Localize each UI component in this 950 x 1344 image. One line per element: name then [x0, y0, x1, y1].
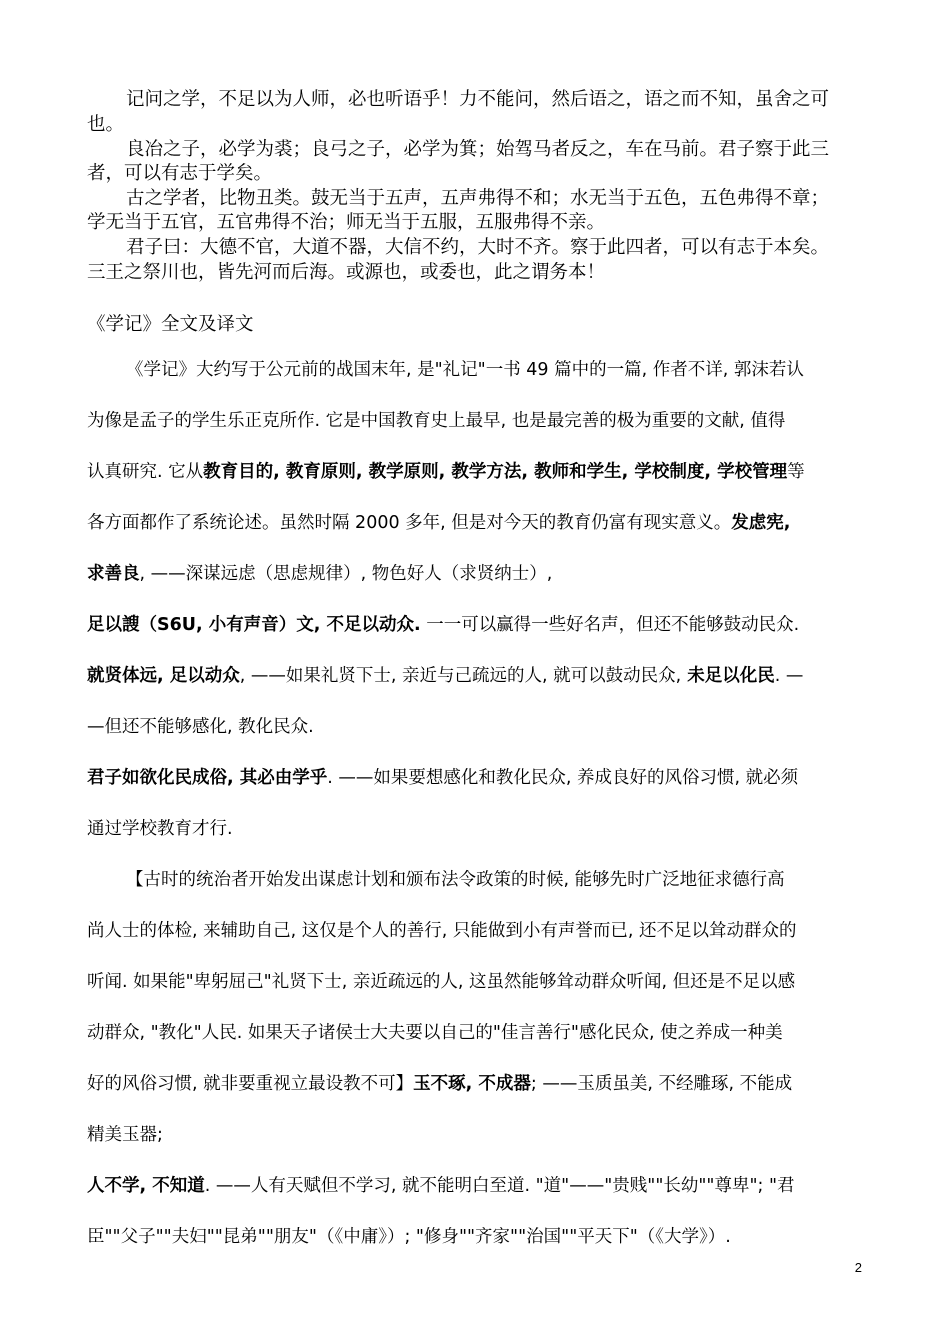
paragraph-2-line-2: —但还不能够感化, 教化民众. [87, 717, 314, 737]
paragraph-4-line-3: 听闻. 如果能"卑躬屈己"礼贤下士, 亲近疏远的人, 这虽然能够耸动群众听闻, 但还是不足以感 [87, 972, 796, 992]
paragraph-text: . ——如果要想感化和教化民众, 养成良好的风俗习惯, 就必须 [327, 768, 799, 788]
paragraph-text: 一一可以赢得一些好名声，但还不能够鼓动民众. [420, 615, 800, 635]
paragraph-4-line-5 [87, 1071, 792, 1097]
paragraph-text: 好的风俗习惯, 就非要重视立最设教不可】 [87, 1074, 414, 1094]
paragraph-3-line-1 [87, 765, 798, 791]
intro-bold-text: 教育目的, 教育原则, 教学原则, 教学方法, 教师和学生, 学校制度, 学校管理 [203, 462, 788, 482]
paragraph-2-line-1 [87, 663, 803, 689]
classical-line-4: 者，可以有志于学矣。 [87, 163, 273, 184]
intro-bold-text: 求善良 [87, 564, 140, 584]
intro-text: 各方面都作了系统论述。虽然时隔 2000 多年, 但是对今天的教育仍富有现实意义。 [87, 513, 732, 533]
classical-line-7: 君子曰：大德不官，大道不器，大信不约，大时不齐。察于此四者，可以有志于本矣。 [126, 237, 830, 258]
paragraph-bold-text: 君子如欲化民成俗, 其必由学乎 [87, 768, 328, 788]
intro-text: 认真研究. 它从 [87, 462, 204, 482]
paragraph-4-line-6: 精美玉器; [87, 1125, 163, 1145]
intro-line-1: 《学记》大约写于公元前的战国末年, 是"礼记"一书 49 篇中的一篇, 作者不详, 郭沫若认 [126, 360, 804, 380]
paragraph-bold-text: 足以謏（S6U, 小有声音）文, 不足以动众. [87, 615, 421, 635]
paragraph-text: . — [774, 666, 804, 686]
paragraph-bold-text: 玉不琢, 不成器 [413, 1074, 531, 1094]
paragraph-text: . ——人有天赋但不学习, 就不能明白至道. "道"——"贵贱""长幼""尊卑"; "君 [204, 1176, 795, 1196]
paragraph-5-line-2: 臣""父子""夫妇""昆弟""朋友"（《中庸》）; "修身""齐家""治国""平天下"（《大学》）. [87, 1227, 731, 1247]
paragraph-5-line-1 [87, 1173, 795, 1199]
intro-text: 等 [787, 462, 805, 482]
paragraph-4-line-2: 尚人士的体检, 来辅助自己, 这仅是个人的善行, 只能做到小有声誉而已, 还不足以耸动群众的 [87, 921, 797, 941]
paragraph-text: ; ——玉质虽美, 不经雕琢, 不能成 [530, 1074, 793, 1094]
paragraph-4-line-1: 【古时的统治者开始发出谋虑计划和颁布法令政策的时候, 能够先时广泛地征求德行高 [126, 870, 785, 890]
intro-bold-text: 发虑宪, [731, 513, 791, 533]
intro-text: , ——深谋远虑（思虑规律）, 物色好人（求贤纳士）, [139, 564, 553, 584]
paragraph-bold-text: 未足以化民 [681, 666, 775, 686]
intro-line-4 [87, 510, 790, 536]
intro-line-3 [87, 459, 805, 485]
paragraph-3-line-2: 通过学校教育才行. [87, 819, 233, 839]
classical-line-1: 记问之学，不足以为人师，必也听语乎！力不能问，然后语之，语之而不知，虽舍之可 [126, 89, 830, 110]
paragraph-1 [87, 612, 799, 638]
classical-line-8: 三王之祭川也，皆先河而后海。或源也，或委也，此之谓务本！ [87, 262, 606, 283]
classical-line-2: 也。 [87, 114, 125, 135]
paragraph-4-line-4: 动群众, "教化"人民. 如果天子诸侯士大夫要以自己的"佳言善行"感化民众, 使之养成一种美 [87, 1023, 783, 1043]
paragraph-bold-text: 人不学, 不知道 [87, 1176, 205, 1196]
page-number: 2 [854, 1260, 862, 1275]
section-heading: 《学记》全文及译文 [87, 314, 254, 335]
classical-line-5: 古之学者，比物丑类。鼓无当于五声，五声弗得不和；水无当于五色，五色弗得不章； [126, 188, 830, 209]
paragraph-text: , ——如果礼贤下士, 亲近与己疏远的人, 就可以鼓动民众, [239, 666, 682, 686]
paragraph-bold-text: 就贤体远, 足以动众 [87, 666, 240, 686]
classical-line-6: 学无当于五官，五官弗得不治；师无当于五服，五服弗得不亲。 [87, 212, 606, 233]
intro-line-2: 为像是孟子的学生乐正克所作. 它是中国教育史上最早, 也是最完善的极为重要的文献, 值得 [87, 411, 786, 431]
classical-line-3: 良冶之子，必学为裘；良弓之子，必学为箕；始驾马者反之，车在马前。君子察于此三 [126, 139, 830, 160]
intro-line-5 [87, 561, 552, 587]
